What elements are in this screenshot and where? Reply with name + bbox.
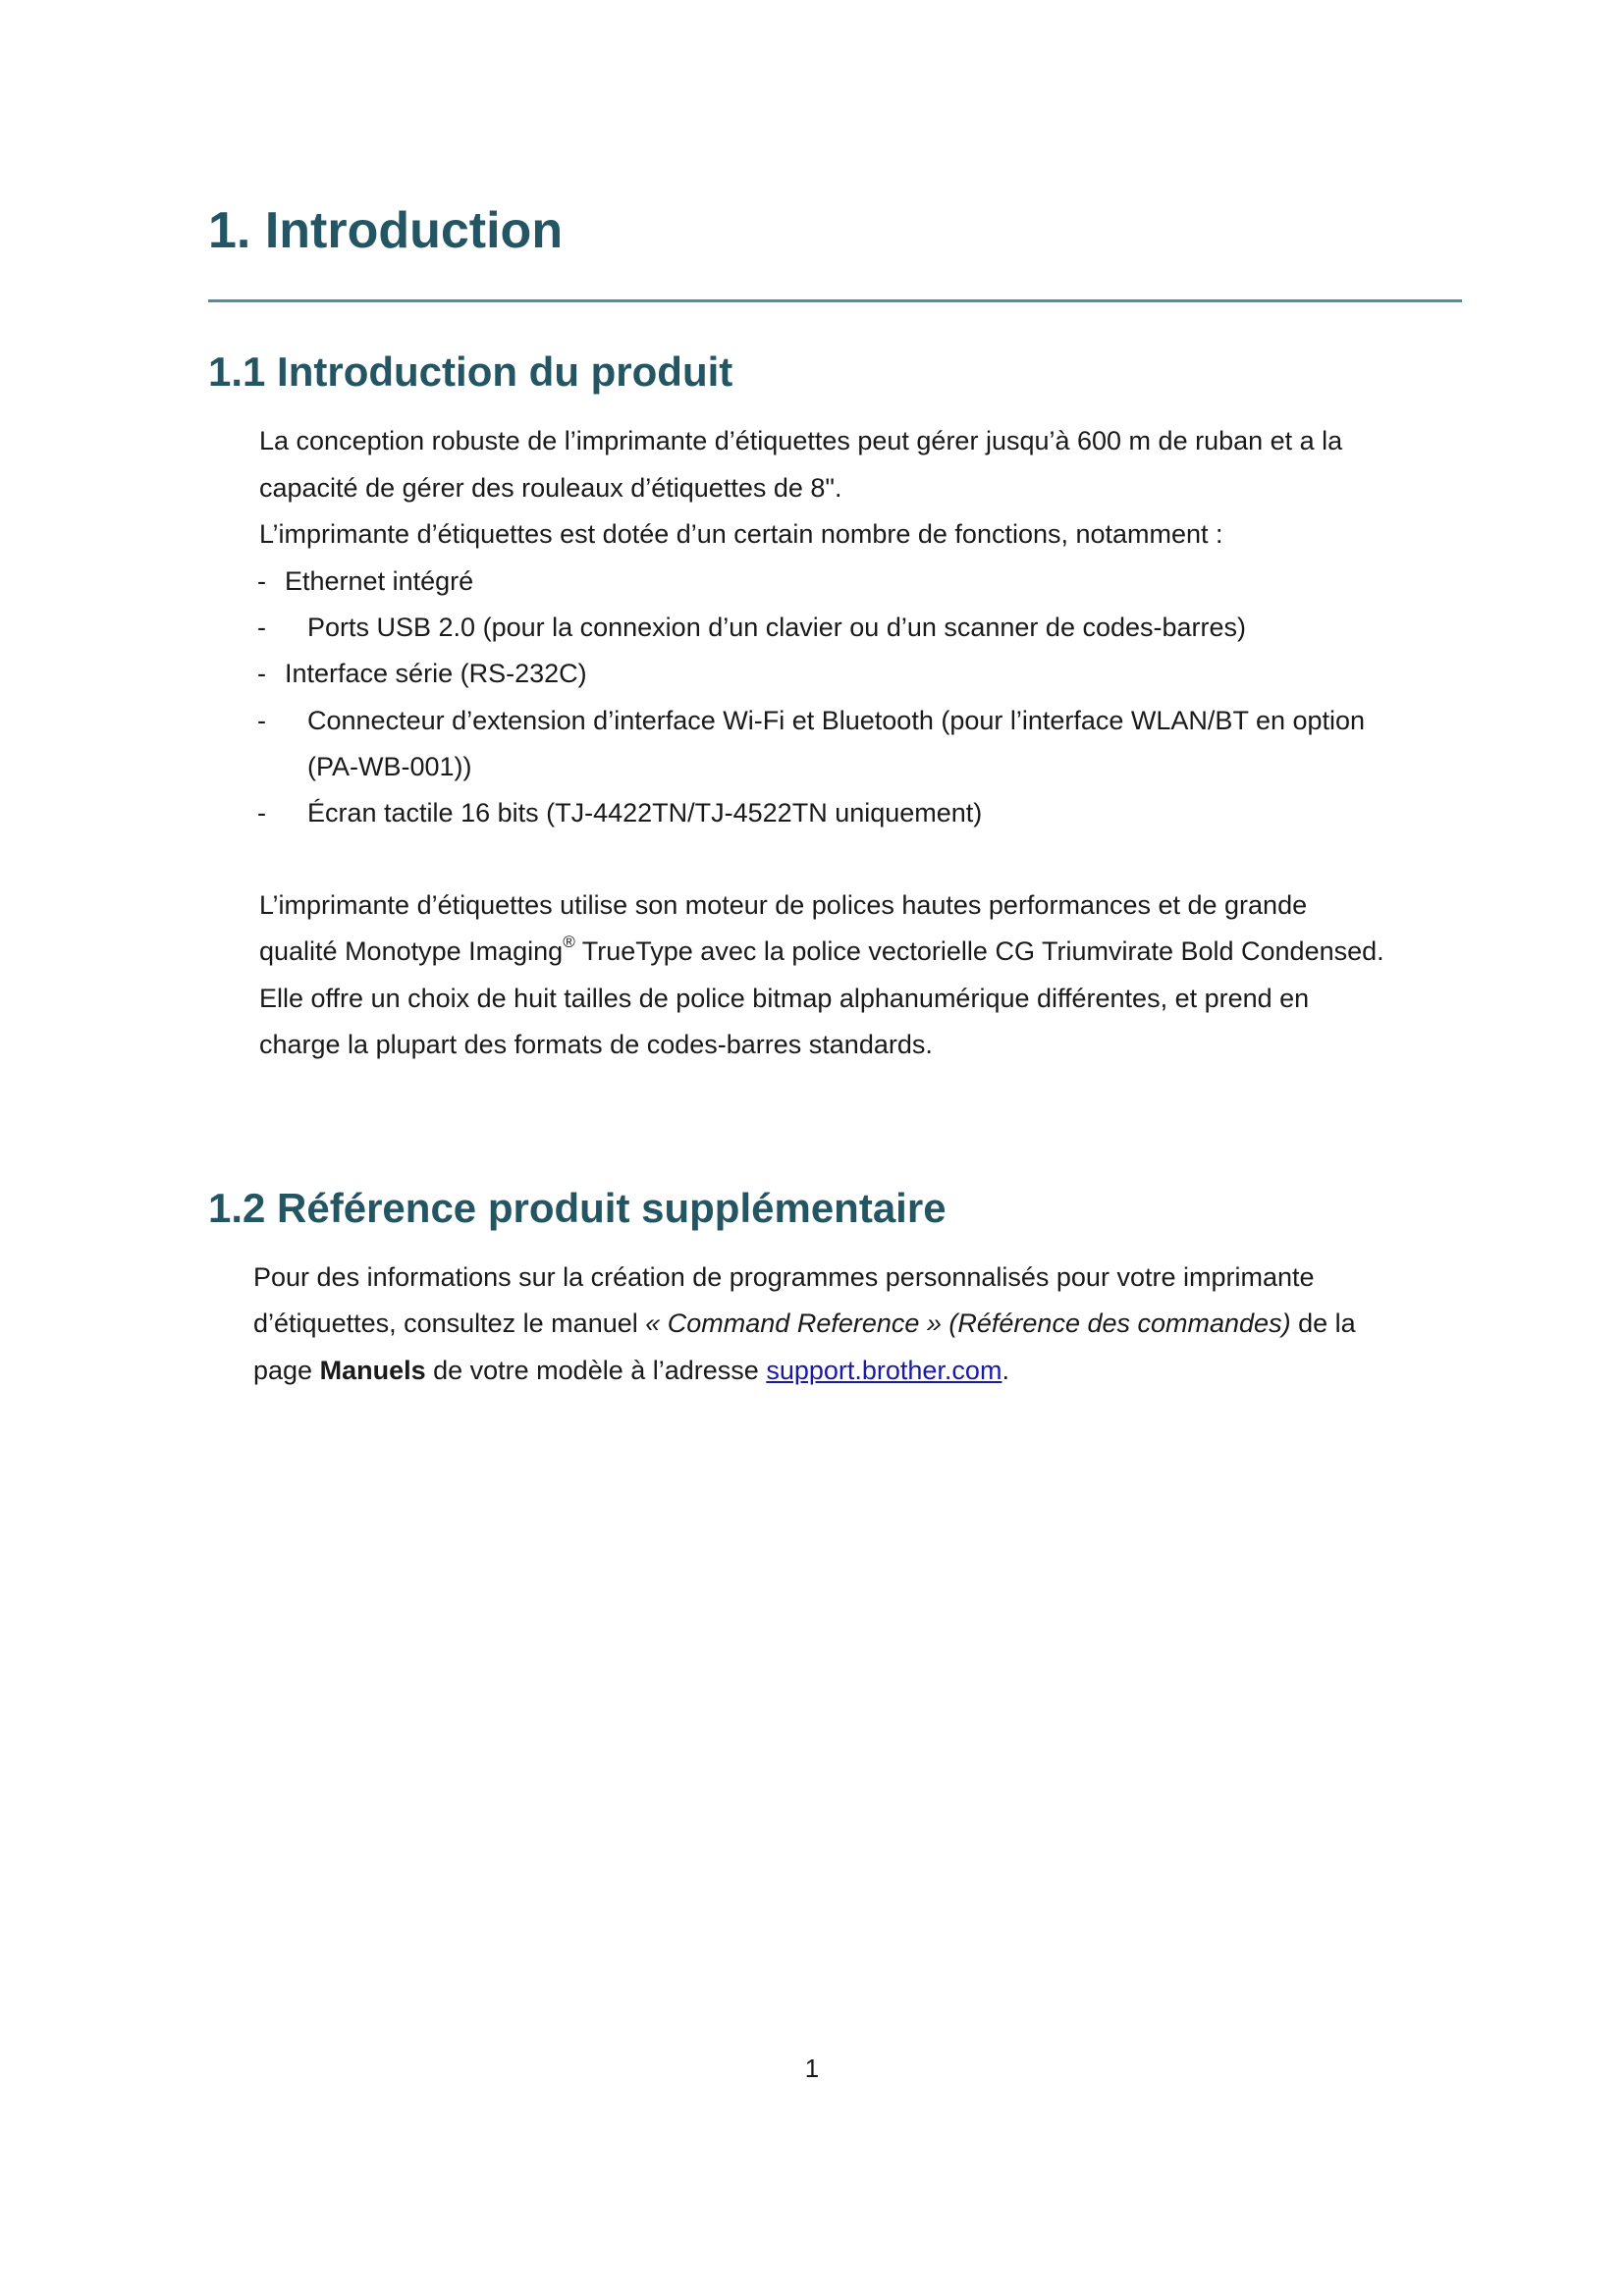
bullet-marker: -	[257, 659, 266, 688]
command-reference-title: « Command Reference » (Référence des commandes)	[645, 1308, 1291, 1338]
section2-line2-text-a: d’étiquettes, consultez le manuel	[253, 1308, 646, 1338]
bullet-marker: -	[257, 706, 266, 735]
para3-line2	[259, 935, 1384, 967]
bullet-marker: -	[257, 566, 266, 596]
bullet-item: Écran tactile 16 bits (TJ-4422TN/TJ-4522TN uniquement)	[307, 798, 983, 828]
bullet-item: Connecteur d’extension d’interface Wi-Fi et Bluetooth (pour l’interface WLAN/BT en option	[307, 706, 1366, 735]
para3-line4: charge la plupart des formats de codes-barres standards.	[259, 1030, 933, 1059]
section2-line2	[253, 1308, 1356, 1339]
para1-line1: La conception robuste de l’imprimante d’étiquettes peut gérer jusqu’à 600 m de ruban et a la	[259, 426, 1343, 455]
section2-line2-text-b: de la	[1290, 1308, 1356, 1338]
bullet-marker: -	[257, 798, 266, 828]
bullet-item: Interface série (RS-232C)	[285, 659, 587, 688]
section-1-1-title: 1.1 Introduction du produit	[208, 348, 733, 395]
page-number: 1	[804, 2054, 820, 2083]
section2-line3-end: .	[1001, 1356, 1009, 1385]
para1-line2: capacité de gérer des rouleaux d’étiquettes de 8".	[259, 473, 842, 503]
para2: L’imprimante d’étiquettes est dotée d’un certain nombre de fonctions, notamment :	[259, 519, 1223, 549]
para3-text-a: qualité Monotype Imaging	[259, 936, 564, 966]
registered-mark: ®	[563, 933, 575, 951]
manuels-label: Manuels	[319, 1356, 426, 1385]
title-divider	[208, 299, 1462, 302]
section2-line3-text-a: page	[253, 1356, 320, 1385]
support-link[interactable]: support.brother.com	[766, 1356, 1002, 1385]
section2-line3	[253, 1355, 1009, 1386]
section2-line1: Pour des informations sur la création de programmes personnalisés pour votre imprimante	[253, 1262, 1315, 1292]
para3-text-b: TrueType avec la police vectorielle CG Triumvirate Bold Condensed.	[574, 936, 1384, 966]
bullet-item: Ports USB 2.0 (pour la connexion d’un clavier ou d’un scanner de codes-barres)	[307, 613, 1247, 642]
bullet-item-continuation: (PA-WB-001))	[307, 752, 472, 781]
section2-line3-text-b: de votre modèle à l’adresse	[425, 1356, 767, 1385]
para3-line3: Elle offre un choix de huit tailles de police bitmap alphanumérique différentes, et prend en	[259, 984, 1310, 1013]
para3-line1: L’imprimante d’étiquettes utilise son moteur de polices hautes performances et de grande	[259, 890, 1308, 920]
page-title: 1. Introduction	[208, 202, 564, 259]
bullet-item: Ethernet intégré	[285, 566, 474, 596]
section-1-2-title: 1.2 Référence produit supplémentaire	[208, 1185, 947, 1231]
bullet-marker: -	[257, 613, 266, 642]
